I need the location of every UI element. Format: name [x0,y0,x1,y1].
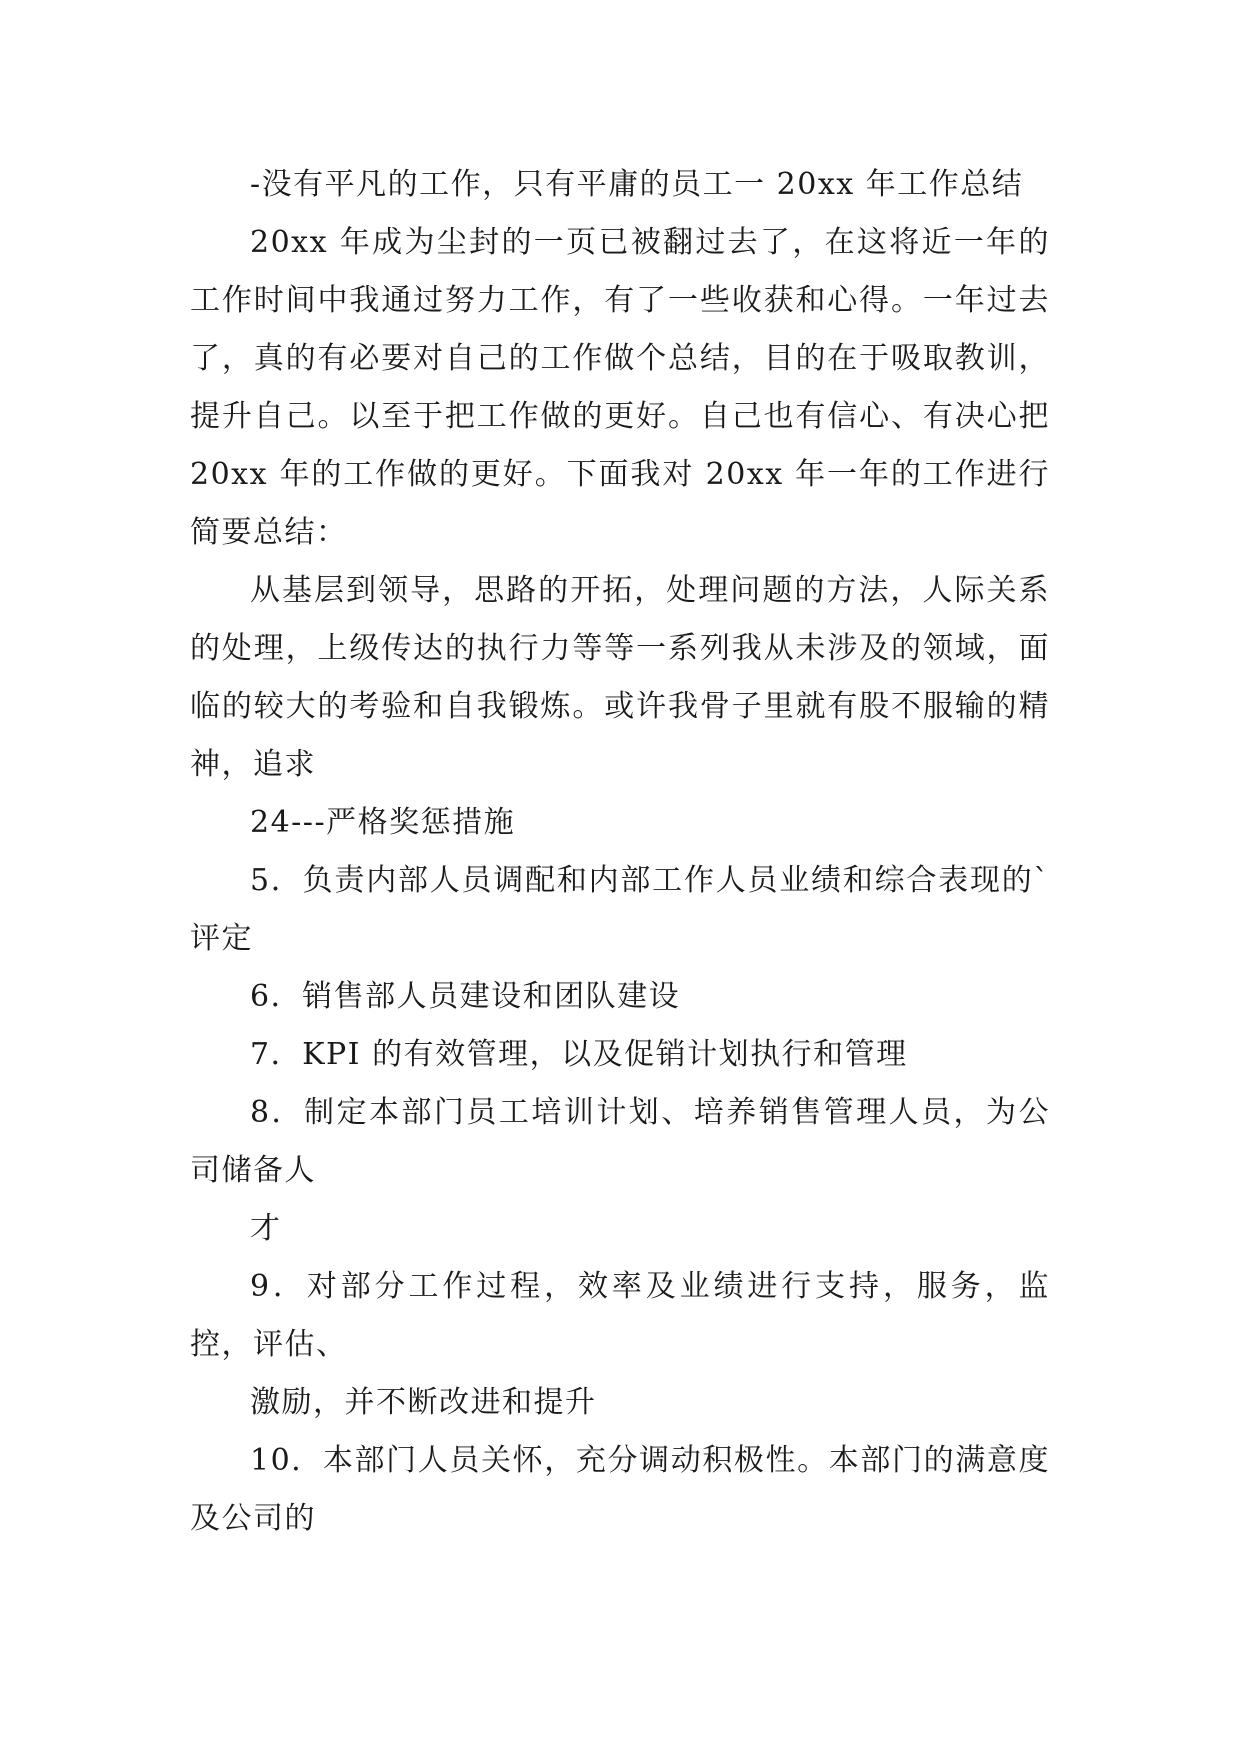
document-page [190,156,1050,1548]
list-item-continuation: 激励，并不断改进和提升 [250,1385,597,1420]
list-item: 8．制定本部门员工培训计划、培养销售管理人员，为公司储备人 [190,1095,1050,1188]
paragraph-heading: 24---严格奖惩措施 [250,805,516,840]
list-item: 5．负责内部人员调配和内部工作人员业绩和综合表现的`评定 [190,863,1050,956]
list-item: 9．对部分工作过程，效率及业绩进行支持，服务，监控，评估、 [190,1269,1050,1362]
list-item: 6．销售部人员建设和团队建设 [250,979,681,1014]
paragraph-title: -没有平凡的工作，只有平庸的员工一 20xx 年工作总结 [250,167,1024,202]
list-item: 7．KPI 的有效管理，以及促销计划执行和管理 [250,1037,908,1072]
paragraph-body: 从基层到领导，思路的开拓，处理问题的方法，人际关系的处理，上级传达的执行力等等一系列我从未涉及的领域，面临的较大的考验和自我锻炼。或许我骨子里就有股不服输的精神，追求 [190,573,1050,782]
list-item: 10．本部门人员关怀，充分调动积极性。本部门的满意度及公司的 [190,1443,1050,1536]
paragraph-intro: 20xx 年成为尘封的一页已被翻过去了，在这将近一年的工作时间中我通过努力工作，有了一些收获和心得。一年过去了，真的有必要对自己的工作做个总结，目的在于吸取教训，提升自己。以至于把工作做的更好。自己也有信心、有决心把 20xx 年的工作做的更好。下面我对 20xx 年一年的工作进行简要总结： [190,225,1050,550]
list-item-continuation: 才 [250,1211,282,1246]
